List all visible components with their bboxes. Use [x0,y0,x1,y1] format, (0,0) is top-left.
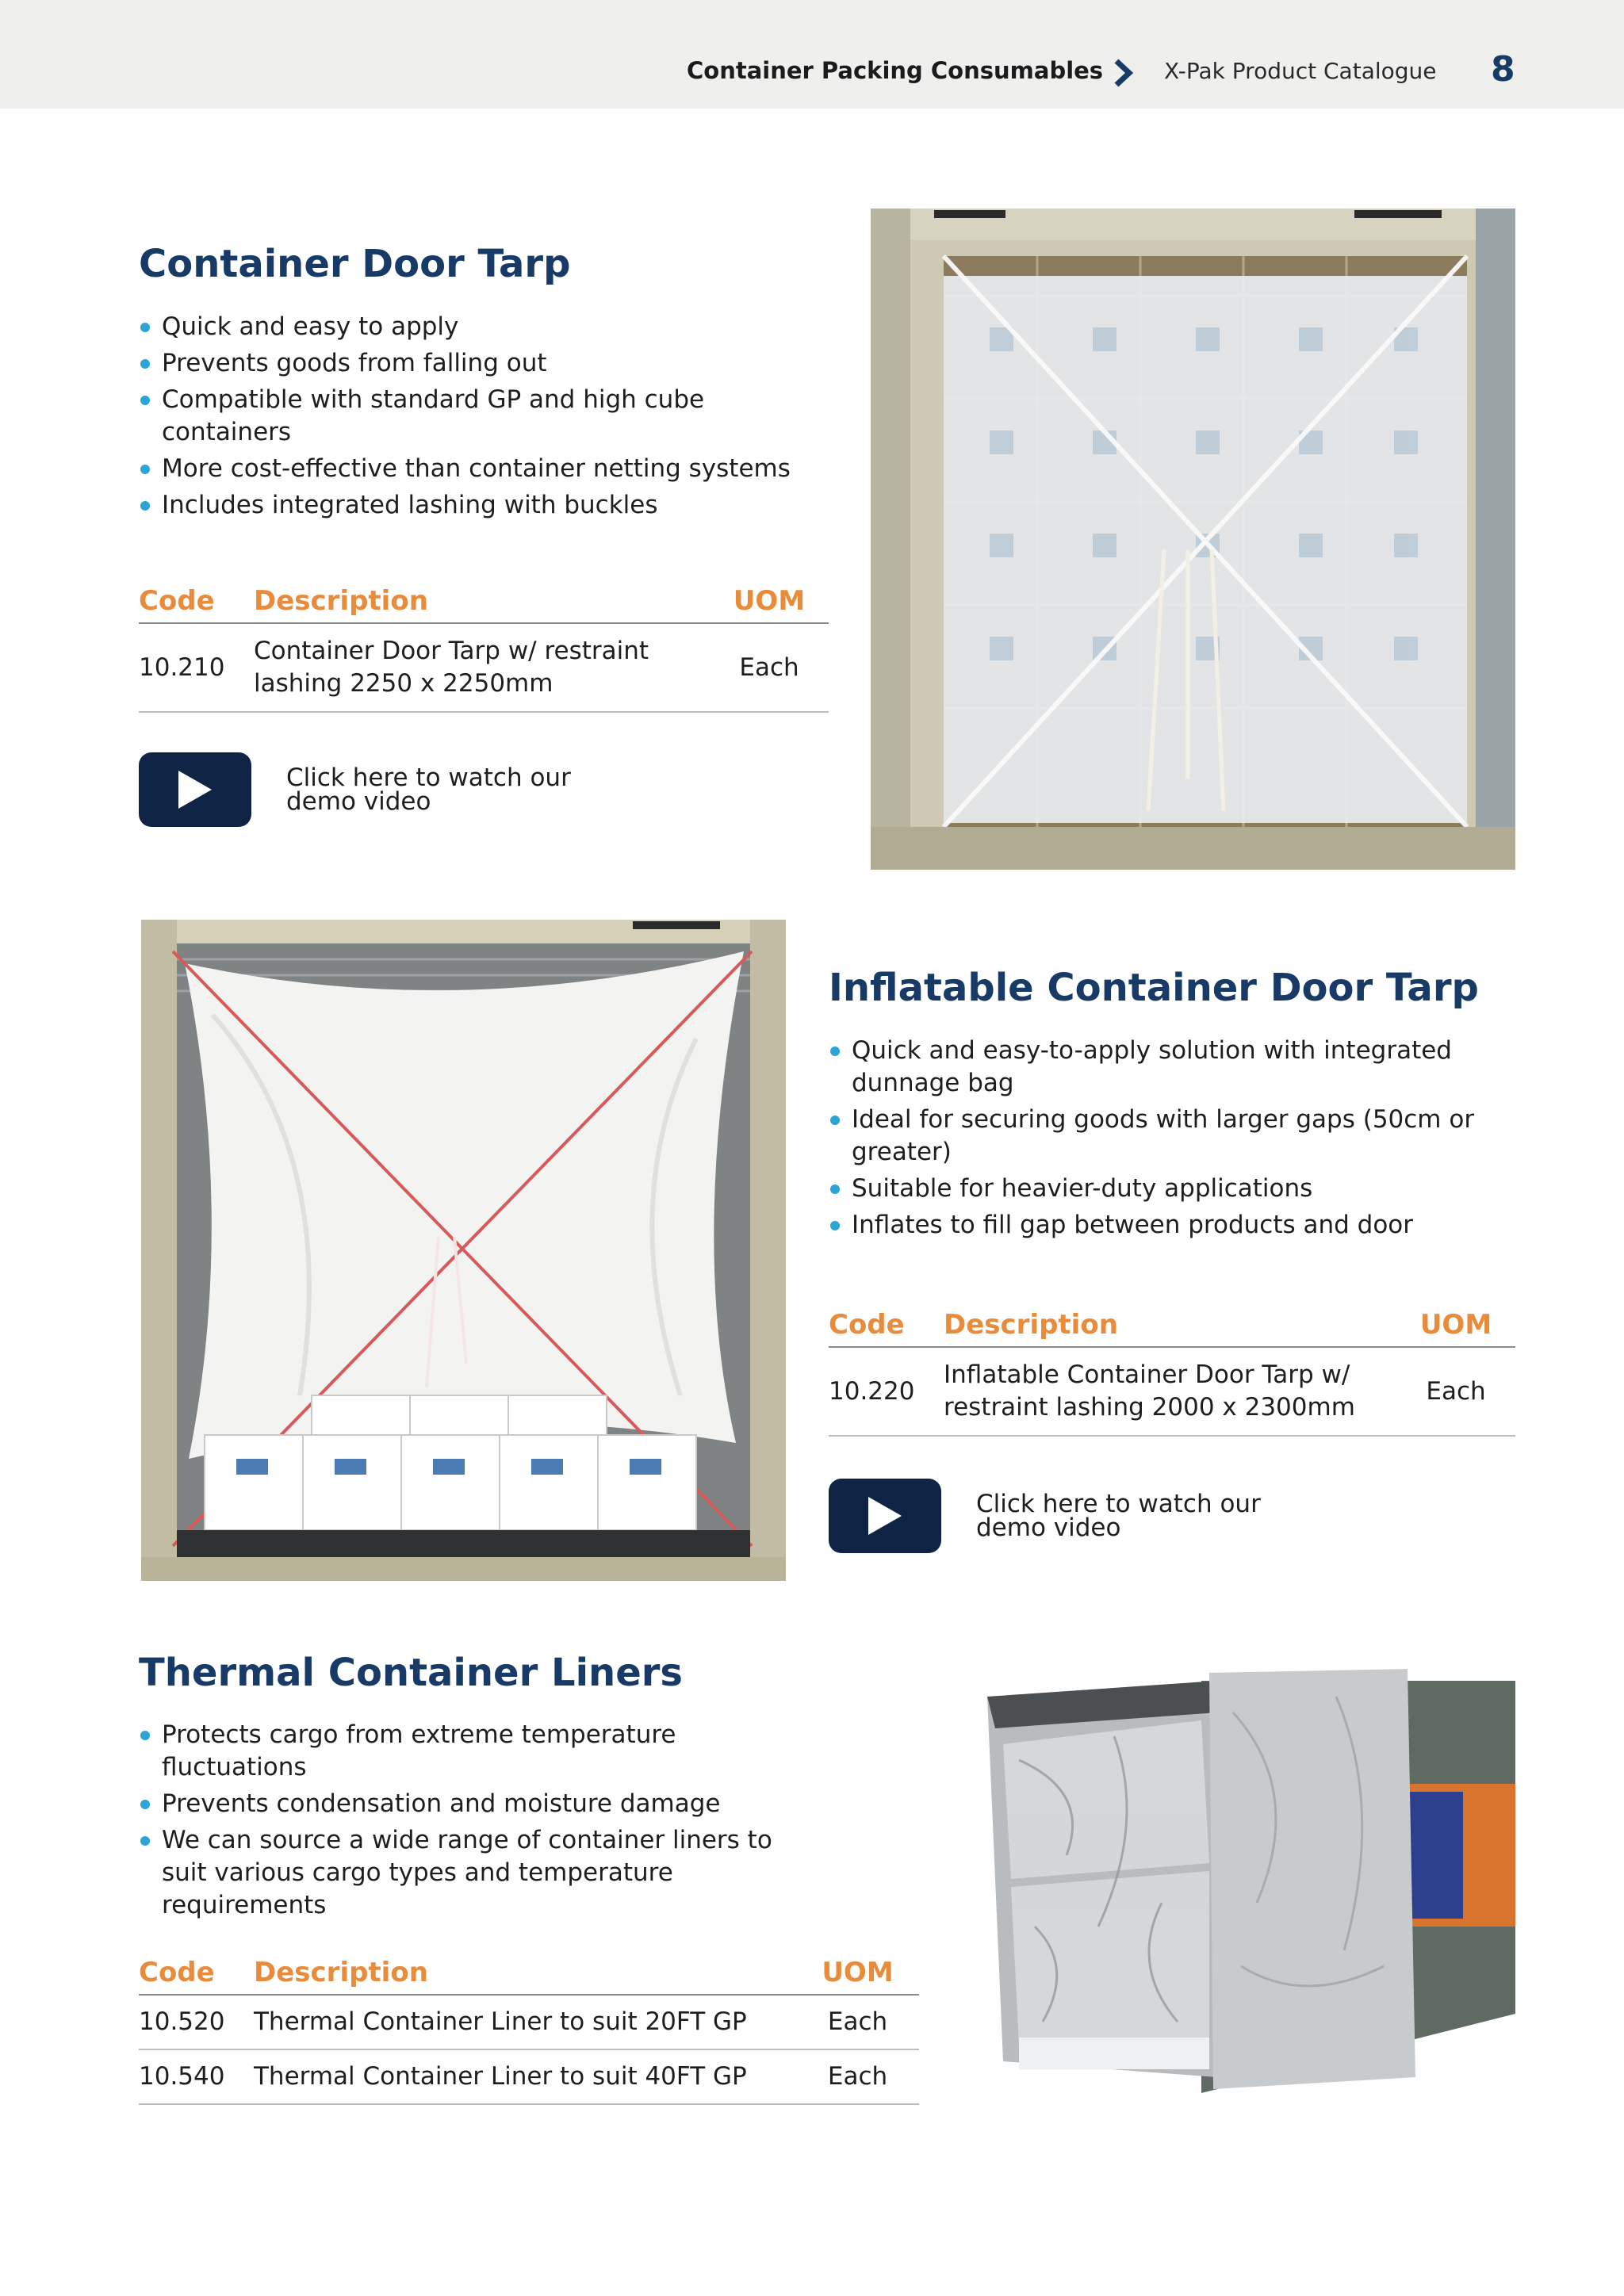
cell-uom: Each [796,2049,919,2104]
cell-uom: Each [796,1995,919,2049]
cell-code: 10.210 [139,623,254,712]
column-header-description: Description [944,1303,1396,1347]
feature-item: We can source a wide range of container liners to suit various cargo types and temperature requirements [139,1824,773,1922]
product-table [139,579,829,713]
feature-item: Quick and easy-to-apply solution with integrated dunnage bag [829,1035,1526,1100]
cell-code: 10.540 [139,2049,254,2104]
feature-item: Suitable for heavier-duty applications [829,1173,1526,1205]
feature-item: Includes integrated lashing with buckles [139,489,837,522]
column-header-uom: UOM [796,1950,919,1995]
cell-code: 10.220 [829,1347,944,1436]
column-header-uom: UOM [1396,1303,1515,1347]
column-header-code: Code [139,1950,254,1995]
page-number: 8 [1491,49,1515,90]
cell-description: Thermal Container Liner to suit 20FT GP [254,1995,796,2049]
feature-item: Compatible with standard GP and high cube containers [139,384,837,449]
feature-list [139,1719,773,1926]
feature-item: Prevents condensation and moisture damage [139,1788,773,1820]
feature-item: More cost-effective than container netting systems [139,453,837,485]
chevron-right-icon [1112,59,1136,87]
column-header-description: Description [254,579,710,623]
feature-item: Inflates to fill gap between products and door [829,1209,1526,1242]
product-table [139,1950,919,2105]
video-link-text[interactable]: Click here to watch our demo video [286,763,571,816]
product-title: Inflatable Container Door Tarp [829,966,1479,1010]
product-title: Container Door Tarp [139,242,571,286]
feature-item: Prevents goods from falling out [139,347,837,380]
table-row [829,1347,1515,1436]
breadcrumb-section[interactable]: Container Packing Consumables [687,57,1104,84]
video-link-text[interactable]: Click here to watch our demo video [976,1490,1261,1542]
cell-description: Thermal Container Liner to suit 40FT GP [254,2049,796,2104]
breadcrumb-catalogue[interactable]: X-Pak Product Catalogue [1164,58,1437,84]
column-header-code: Code [829,1303,944,1347]
feature-list [139,311,837,526]
page-header [0,0,1624,109]
table-row [139,623,829,712]
watch-demo-video-link[interactable] [829,1479,1262,1553]
column-header-code: Code [139,579,254,623]
table-row [139,1995,919,2049]
cell-code: 10.520 [139,1995,254,2049]
product-title: Thermal Container Liners [139,1651,683,1695]
cell-description: Inflatable Container Door Tarp w/ restraint lashing 2000 x 2300mm [944,1347,1396,1436]
thermal-liner-photo [971,1665,1515,2093]
play-button[interactable] [829,1479,941,1553]
column-header-description: Description [254,1950,796,1995]
inflatable-tarp-photo [141,920,786,1581]
watch-demo-video-link[interactable] [139,752,572,827]
feature-item: Ideal for securing goods with larger gaps (50cm or greater) [829,1104,1526,1169]
play-icon [177,769,213,810]
column-header-uom: UOM [710,579,829,623]
door-tarp-photo [871,209,1515,870]
cell-uom: Each [710,623,829,712]
feature-list [829,1035,1526,1246]
table-row [139,2049,919,2104]
product-table [829,1303,1515,1437]
play-icon [867,1495,903,1536]
feature-item: Quick and easy to apply [139,311,837,343]
play-button[interactable] [139,752,251,827]
cell-description: Container Door Tarp w/ restraint lashing 2250 x 2250mm [254,623,710,712]
cell-uom: Each [1396,1347,1515,1436]
feature-item: Protects cargo from extreme temperature fluctuations [139,1719,773,1784]
